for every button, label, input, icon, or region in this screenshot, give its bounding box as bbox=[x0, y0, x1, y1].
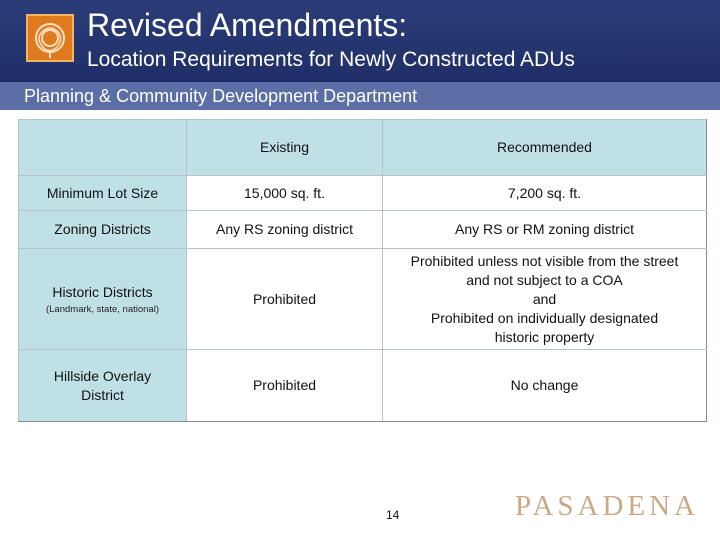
recommended-line: historic property bbox=[494, 328, 595, 345]
row-label-cell bbox=[19, 249, 187, 350]
row-label: District bbox=[81, 386, 124, 403]
recommended-value: No change bbox=[383, 350, 707, 422]
table-row bbox=[19, 211, 707, 249]
header-banner bbox=[0, 0, 720, 82]
page-title: Revised Amendments: bbox=[87, 7, 408, 43]
row-label: Minimum Lot Size bbox=[19, 176, 187, 211]
existing-value: Prohibited bbox=[187, 350, 383, 422]
table-row bbox=[19, 350, 707, 422]
row-label-note: (Landmark, state, national) bbox=[45, 303, 159, 315]
recommended-line: Prohibited on individually designated bbox=[430, 309, 659, 326]
row-label: Hillside Overlay bbox=[53, 367, 152, 384]
department-name: Planning & Community Development Department bbox=[24, 86, 418, 106]
brand-logo: PASADENA bbox=[515, 490, 700, 522]
department-bar bbox=[0, 82, 720, 110]
recommended-line: Prohibited unless not visible from the street bbox=[410, 252, 679, 269]
page-number: 14 bbox=[386, 508, 400, 522]
column-header-recommended: Recommended bbox=[383, 120, 707, 176]
row-label-cell bbox=[19, 350, 187, 422]
table-corner-cell bbox=[19, 120, 187, 176]
table-header-row bbox=[19, 120, 707, 176]
row-label: Historic Districts bbox=[52, 283, 153, 300]
rose-icon bbox=[26, 14, 74, 62]
recommended-value-cell bbox=[383, 249, 707, 350]
recommended-value: 7,200 sq. ft. bbox=[383, 176, 707, 211]
column-header-existing: Existing bbox=[187, 120, 383, 176]
table-row bbox=[19, 249, 707, 350]
recommended-line: and bbox=[532, 290, 557, 307]
existing-value: Any RS zoning district bbox=[187, 211, 383, 249]
table-row bbox=[19, 176, 707, 211]
existing-value: Prohibited bbox=[187, 249, 383, 350]
recommended-line: and not subject to a COA bbox=[466, 271, 623, 288]
page-subtitle: Location Requirements for Newly Constructed ADUs bbox=[87, 48, 575, 71]
recommended-value: Any RS or RM zoning district bbox=[383, 211, 707, 249]
existing-value: 15,000 sq. ft. bbox=[187, 176, 383, 211]
row-label: Zoning Districts bbox=[19, 211, 187, 249]
requirements-table bbox=[18, 119, 707, 422]
